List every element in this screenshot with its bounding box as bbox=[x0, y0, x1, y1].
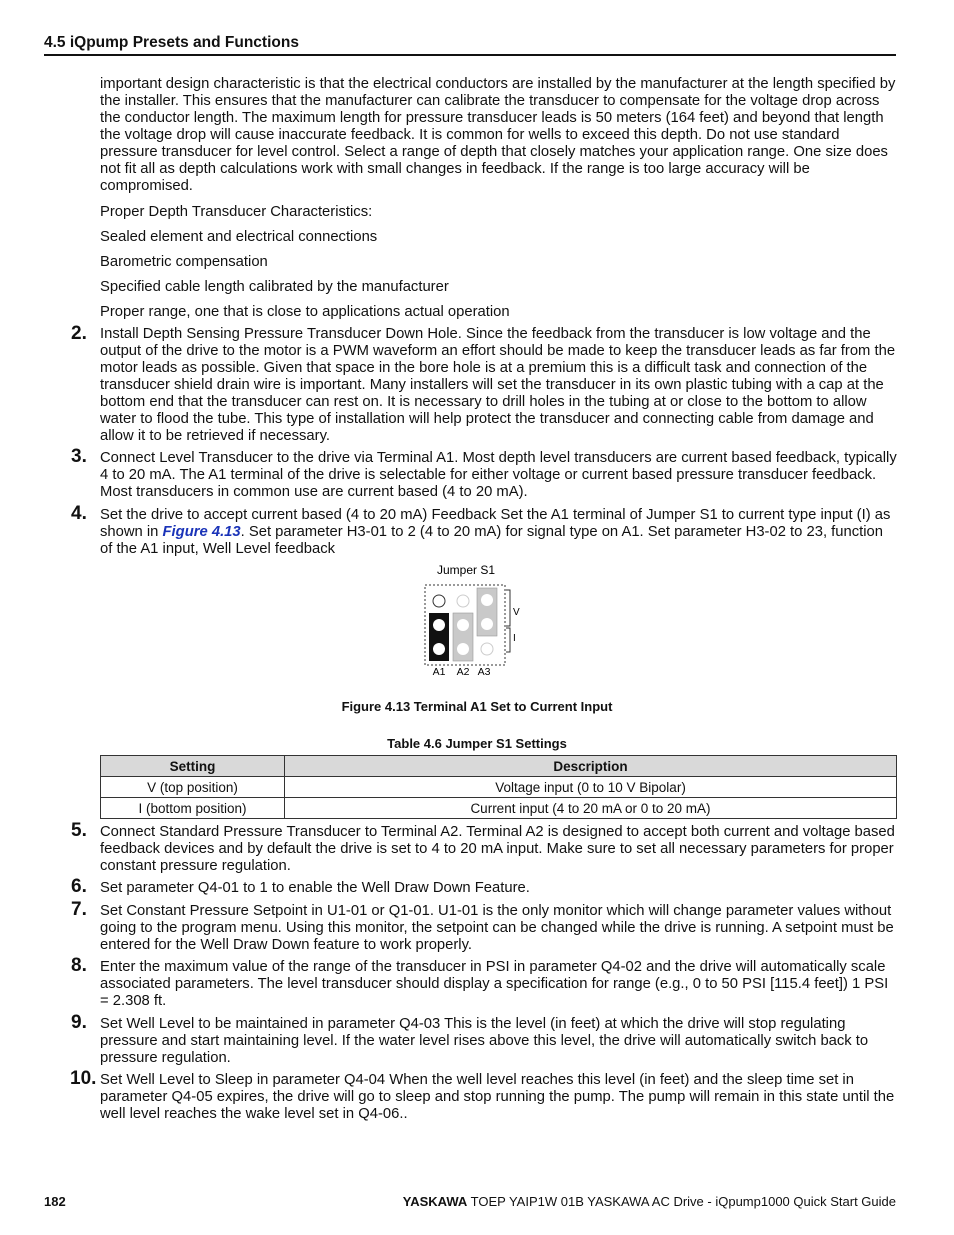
terminal-label: A2 bbox=[456, 666, 470, 678]
table-header-row bbox=[101, 756, 897, 777]
pin-a2-bottom bbox=[457, 643, 469, 655]
step-number: 2. bbox=[71, 323, 87, 344]
pin-a1-top bbox=[433, 595, 445, 607]
step-text: Enter the maximum value of the range of the transducer in PSI in parameter Q4-02 and the drive will automatically scale associated parameters. The level transducer should display a specification for range (e.g., 0 to 50 PSI [115.4 feet]) 1 PSI = 2.308 ft. bbox=[100, 959, 889, 1009]
step-number: 7. bbox=[71, 899, 87, 920]
bracket-i bbox=[506, 628, 510, 652]
step-number: 9. bbox=[71, 1012, 87, 1033]
pin-a2-top bbox=[457, 595, 469, 607]
step-text: Set Well Level to be maintained in parameter Q4-03 This is the level (in feet) at which the drive will stop regulating pressure and start maintaining level. If the water level rises above this level, the drive will automatically switch back to pressure regulation. bbox=[100, 1016, 869, 1066]
step-text-after: . Set parameter H3-01 to 2 (4 to 20 mA) for signal type on A1. Set parameter H3-02 to 23, function of the A1 input, Well Level feedback bbox=[100, 524, 884, 557]
table-cell: I (bottom position) bbox=[101, 798, 285, 819]
characteristic-item: Proper range, one that is close to applications actual operation bbox=[100, 304, 510, 320]
step-text: Connect Standard Pressure Transducer to Terminal A2. Terminal A2 is designed to accept both current and voltage based feedback devices and by default the drive is set to 4 to 20 mA input. Make sure to set all necessary parameters for proper constant pressure regulation. bbox=[100, 824, 895, 874]
step-text bbox=[100, 507, 897, 558]
step-number: 3. bbox=[71, 446, 87, 467]
pin-a1-bottom bbox=[433, 643, 445, 655]
step-text: Install Depth Sensing Pressure Transducer Down Hole. Since the feedback from the transducer is low voltage and the output of the drive to the motor is a PWM waveform an effort should be made to keep the transducer leads as far from the motor leads as possible. Given that space in the bore hole is at a premium this is a difficult task and connection of the transducer shield drain wire is important. Many installers will set the transducer in its own plastic tubing with a cap at the bottom end that the transducer can rest on. It is necessary to drill holes in the tubing at or close to the bottom to allow water to flood the tube. This type of installation will help protect the transducer and connecting cable from damage and allow it to be retrieved if necessary. bbox=[100, 326, 896, 444]
characteristics-heading: Proper Depth Transducer Characteristics: bbox=[100, 204, 373, 220]
characteristic-item: Sealed element and electrical connections bbox=[100, 229, 378, 245]
footer-doc-text: TOEP YAIP1W 01B YASKAWA AC Drive - iQpump1000 Quick Start Guide bbox=[470, 1194, 896, 1209]
pin-a3-mid bbox=[481, 618, 493, 630]
step-text-before: Set the drive to accept current based (4 to 20 mA) Feedback Set the A1 terminal of Jumper S1 to current type input (I) as shown in bbox=[100, 507, 891, 540]
figure-caption: Figure 4.13 Terminal A1 Set to Current Input bbox=[341, 699, 613, 714]
label-i: I bbox=[513, 633, 516, 644]
characteristic-item: Specified cable length calibrated by the manufacturer bbox=[100, 279, 449, 295]
pin-a3-bottom bbox=[481, 643, 493, 655]
table-header-cell: Description bbox=[285, 756, 897, 777]
page-number: 182 bbox=[44, 1194, 66, 1209]
table-header-cell: Setting bbox=[101, 756, 285, 777]
footer-brand: YASKAWA bbox=[402, 1194, 468, 1209]
section-header bbox=[44, 34, 896, 56]
label-v: V bbox=[513, 607, 520, 618]
step-number: 10. bbox=[70, 1068, 97, 1089]
step-text: Set Well Level to Sleep in parameter Q4-04 When the well level reaches this level (in feet) and the sleep time set in parameter Q4-05 expires, the drive will go to sleep and stop running the pump. The pump will remain in this state until the well level reaches the wake level set in Q4-06.. bbox=[100, 1072, 895, 1122]
step-number: 8. bbox=[71, 955, 87, 976]
table-cell: V (top position) bbox=[101, 777, 285, 798]
step-text: Set Constant Pressure Setpoint in U1-01 or Q1-01. U1-01 is the only monitor which will change parameter values without going to the program menu. Using this monitor, the setpoint can be changed while the drive is running. A setpoint must be entered for the Well Draw Down feature to work properly. bbox=[100, 903, 894, 953]
intro-paragraph: important design characteristic is that the electrical conductors are installed by the manufacturer at the length specified by the installer. This ensures that the manufacturer can calibrate the transducer to compensate for the voltage drop across the conductor length. The maximum length for pressure transducer leads is 50 meters (164 feet) and beyond that length the voltage drop will cause inaccurate feedback. It is common for wells to exceed this depth. Do not use standard pressure transducer for level control. Select a range of depth that closely matches your application range. One size does not fit all as depth calculations work with small changes in feedback. If the range is too large accuracy will be compromised. bbox=[100, 76, 896, 194]
table-row bbox=[101, 798, 897, 819]
step-text: Connect Level Transducer to the drive via Terminal A1. Most depth level transducers are current based feedback, typically 4 to 20 mA. The A1 terminal of the drive is selectable for either voltage or current based pressure transducer feedback. Most transducers in common use are current based (4 to 20 mA). bbox=[100, 450, 897, 500]
terminal-label: A3 bbox=[477, 666, 491, 678]
footer-doc-title bbox=[403, 1194, 896, 1209]
pin-a3-top bbox=[481, 594, 493, 606]
bracket-v bbox=[506, 590, 510, 626]
table-cell: Current input (4 to 20 mA or 0 to 20 mA) bbox=[285, 798, 897, 819]
table-row bbox=[101, 777, 897, 798]
section-title: 4.5 iQpump Presets and Functions bbox=[44, 34, 299, 51]
table-caption: Table 4.6 Jumper S1 Settings bbox=[387, 736, 567, 751]
terminal-label: A1 bbox=[432, 666, 446, 678]
table-cell: Voltage input (0 to 10 V Bipolar) bbox=[285, 777, 897, 798]
jumper-s1-diagram bbox=[420, 560, 550, 680]
step-number: 6. bbox=[71, 876, 87, 897]
figure-title-label: Jumper S1 bbox=[436, 563, 496, 577]
characteristic-item: Barometric compensation bbox=[100, 254, 268, 270]
step-text: Set parameter Q4-01 to 1 to enable the Well Draw Down Feature. bbox=[100, 880, 530, 896]
step-number: 5. bbox=[71, 820, 87, 841]
figure-link[interactable]: Figure 4.13 bbox=[162, 524, 241, 540]
pin-a1-mid bbox=[433, 619, 445, 631]
pin-a2-mid bbox=[457, 619, 469, 631]
jumper-settings-table bbox=[100, 755, 897, 819]
step-number: 4. bbox=[71, 503, 87, 524]
jumper-s1-figure bbox=[420, 560, 550, 680]
